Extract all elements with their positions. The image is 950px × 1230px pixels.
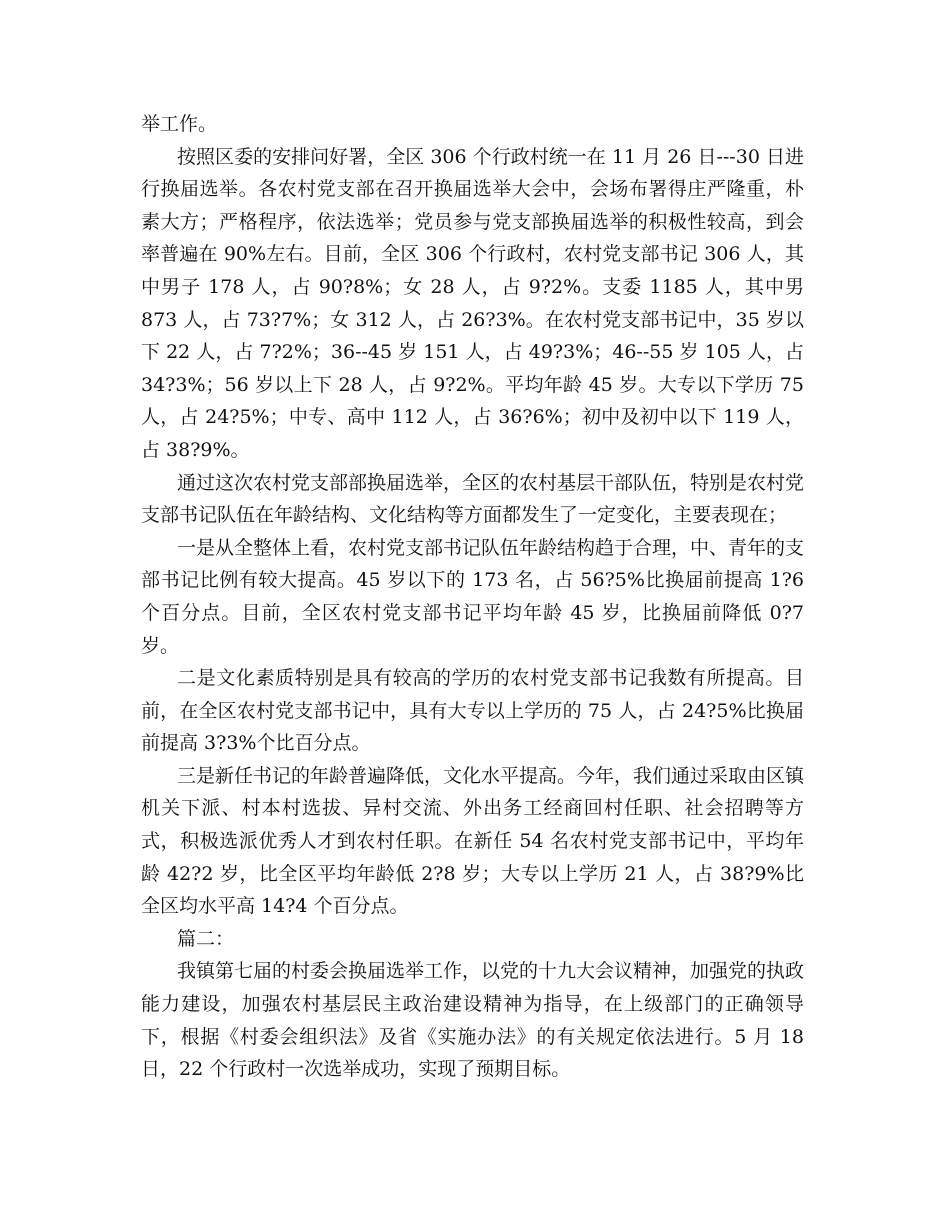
paragraph-changes-intro: 通过这次农村党支部部换届选举，全区的农村基层干部队伍，特别是农村党支部书记队伍在年龄结构、文化结构等方面都发生了一定变化，主要表现在； xyxy=(141,471,805,527)
paragraph-continuation: 举工作。 xyxy=(141,113,218,135)
section-heading-part-two: 篇二： xyxy=(177,927,235,950)
paragraph-new-secretaries: 三是新任书记的年龄普遍降低，文化水平提高。今年，我们通过采取由区镇机关下派、村本村选拔、异村交流、外出务工经商回村任职、社会招聘等方式，积极选派优秀人才到农村任职。在新任 54 名农村党支部书记中，平均年龄 42?2 岁，比全区平均年龄低 2?8 岁；大专以上学历 21 人，占 38?9%比全区均水平高 14?4 个百分点。 xyxy=(141,764,805,918)
paragraph-village-committee-election: 我镇第七届的村委会换届选举工作，以党的十九大会议精神，加强党的执政能力建设，加强农村基层民主政治建设精神为指导，在上级部门的正确领导下，根据《村委会组织法》及省《实施办法》的有关规定依法进行。5 月 18 日，22 个行政村一次选举成功，实现了预期目标。 xyxy=(141,960,805,1081)
paragraph-election-overview: 按照区委的安排问好署，全区 306 个行政村统一在 11 月 26 日---30 日进行换届选举。各农村党支部在召开换届选举大会中，会场布署得庄严隆重，朴素大方；严格程序，依法选举；党员参与党支部换届选举的积极性较高，到会率普遍在 90%左右。目前，全区 306 个行政村，农村党支部书记 306 人，其中男子 178 人，占 90?8%；女 28 人，占 9?2%。支委 1185 人，其中男 873 人，占 73?7%；女 312 人，占 26?3%。在农村党支部书记中，35 岁以下 22 人，占 7?2%；36--45 岁 151 人，占 49?3%；46--55 岁 105 人，占 34?3%；56 岁以上下 28 人，占 9?2%。平均年龄 45 岁。大专以下学历 75 人，占 24?5%；中专、高中 112 人，占 36?6%；初中及初中以下 119 人，占 38?9%。 xyxy=(141,145,804,461)
document-body xyxy=(141,108,804,1086)
paragraph-age-structure: 一是从全整体上看，农村党支部书记队伍年龄结构趋于合理，中、青年的支部书记比例有较大提高。45 岁以下的 173 名，占 56?5%比换届前提高 1?6 个百分点。目前，全区农村党支部书记平均年龄 45 岁，比换届前降低 0?7 岁。 xyxy=(141,536,805,657)
paragraph-education: 二是文化素质特别是具有较高的学历的农村党支部书记我数有所提高。目前，在全区农村党支部书记中，具有大专以上学历的 75 人，占 24?5%比换届前提高 3?3%个比百分点。 xyxy=(141,667,804,755)
